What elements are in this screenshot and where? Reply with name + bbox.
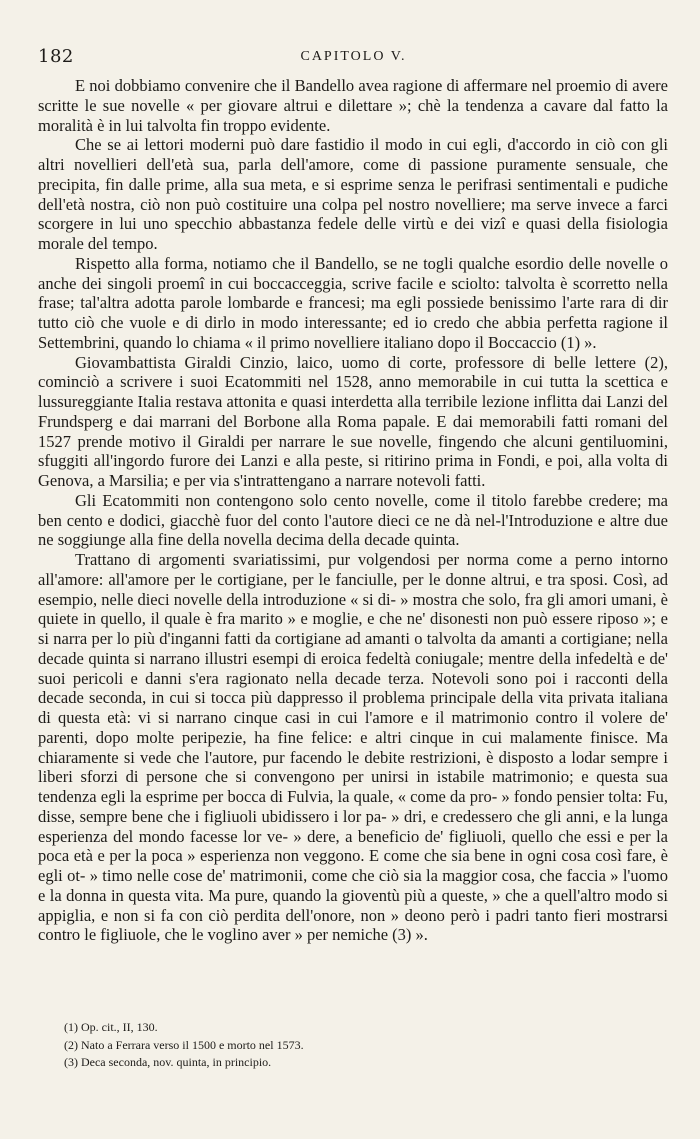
paragraph: Rispetto alla forma, notiamo che il Bandello, se ne togli qualche esordio delle novelle o anche dei singoli proemî in cui boccacceggia, scrive facile e sciolto: talvolta è scorretto nella frase; tal'altra adotta parole lombarde e francesi; ma egli possiede benissimo l'arte rara di dir tutto ciò che vuole e di dirlo in modo interessante; ed io credo che abbia perfetta ragione il Settembrini, quando lo chiama « il primo novelliere italiano dopo il Boccaccio (1) ».	[38, 253, 668, 352]
page-header	[38, 46, 669, 70]
footnotes	[64, 1019, 624, 1072]
paragraph: Giovambattista Giraldi Cinzio, laico, uomo di corte, professore di belle lettere (2), cominciò a scrivere i suoi Ecatommiti nel 1528, anno memorabile in cui tutta la scettica e lussureggiante Italia restava attonita e quasi interdetta alla terribile lezione inflitta dai Lanzi del Frundsperg e dai marrani del Borbone alla Roma papale. E dai memorabili fatti romani del 1527 prende motivo il Giraldi per narrare le sue novelle, fingendo che alcuni gentiluomini, sfuggiti all'ingordo furore dei Lanzi e alla peste, si ritirino prima in Fondi, e poi, alla volta di Genova, a Marsilia; e per via s'intrattengano a narrare notevoli fatti.	[38, 352, 668, 490]
running-head: CAPITOLO V.	[300, 49, 407, 64]
footnote: (1) Op. cit., II, 130.	[64, 1020, 158, 1034]
body-text	[38, 76, 668, 945]
paragraph: Gli Ecatommiti non contengono solo cento novelle, come il titolo farebbe credere; ma ben cento e dodici, giacchè fuor del conto l'autore dieci ce ne dà nel-l'Introduzione e altre due ne soggiunge alla fine della novella decima della decade quinta.	[38, 490, 668, 550]
footnote: (3) Deca seconda, nov. quinta, in principio.	[64, 1055, 272, 1069]
page-number: 182	[38, 46, 74, 67]
footnote: (2) Nato a Ferrara verso il 1500 e morto nel 1573.	[64, 1037, 304, 1052]
paragraph: Che se ai lettori moderni può dare fastidio il modo in cui egli, d'accordo in ciò con gli altri novellieri dell'età sua, parla dell'amore, come di passione puramente sensuale, che precipita, fin dalle prime, alla sua meta, e si esprime senza le perifrasi sentimentali e pudiche dell'età nostra, ciò non può costituire una colpa pel nostro novelliere; ma serve invece a farci scorgere in lui uno specchio abbastanza fedele delle virtù e dei vizî e quasi della fisiologia morale del tempo.	[38, 135, 668, 253]
paragraph: Trattano di argomenti svariatissimi, pur volgendosi per norma come a perno intorno all'amore: all'amore per le cortigiane, per le fanciulle, per le donne altrui, e tra sposi. Così, ad esempio, nelle dieci novelle della introduzione « si di- » mostra che solo, fra gli amori umani, è quiete in quello, il quale è fra marito » e moglie, e che ne' disonesti non può essere riposo »; e si narra per lo più d'inganni fatti da cortigiane ad amanti o talvolta da amanti a cortigiane; nella decade quinta si narrano illustri esempi di eroica fedeltà coniugale; mentre della infedeltà e de' suoi pericoli e danni s'era ragionato nella decade terza. Notevoli sono poi i racconti della decade seconda, in cui si tocca più dappresso il problema principale della vita privata italiana di questa età: vi si narrano cinque casi in cui l'amore e il matrimonio contro il volere de' parenti, dopo molte peripezie, ha fine felice: e altri cinque in cui malamente finisce. Ma chiaramente si vede che l'autore, pur facendo le debite restrizioni, è disposto a lodar sempre i liberi sforzi di persone che si convengono per unirsi in istabile matrimonio; e questa sua tendenza egli la esprime per bocca di Fulvia, la quale, « come da pro- » fondo pensier tolta: Fu, disse, sempre bene che i figliuoli ubidissero i lor pa- » dri, e credessero che gli anni, e la lunga esperienza del mondo facesse lor ve- » dere, a beneficio de' figliuoli, quello che essi e per la poca età e per la poca » esperienza non veggono. E come che sia bene in ogni cosa così fare, è egli ot- » timo nelle cose de' matrimonii, come che ciò sia la maggior cosa, che faccia » l'uomo e la donna in questa vita. Ma pure, quando la gioventù più a queste, » che a quell'altro modo si appiglia, e non si fa con ciò perdita dell'onore, non » deono però i padri tanto fieri mostrarsi contro le figliuole, che le voglino aver » per nemiche (3) ».	[38, 550, 668, 945]
paragraph: E noi dobbiamo convenire che il Bandello avea ragione di affermare nel proemio di avere scritte le sue novelle « per giovare altrui e dilettare »; chè la tendenza a cavare dal fatto la moralità è in lui talvolta fin troppo evidente.	[38, 76, 668, 135]
